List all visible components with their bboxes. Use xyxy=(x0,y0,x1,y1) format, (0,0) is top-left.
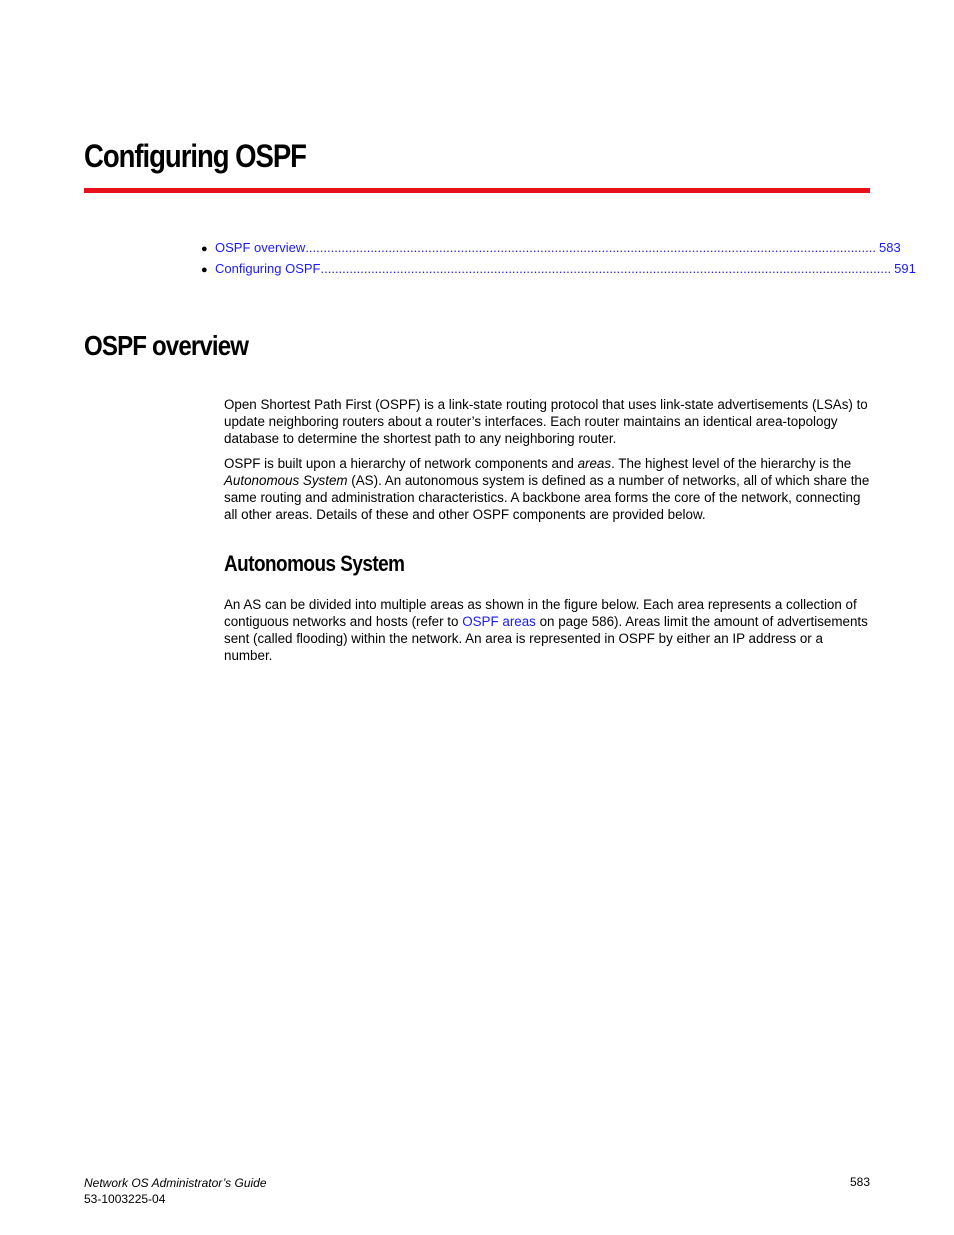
toc-entry-label: OSPF overview xyxy=(215,240,306,255)
emphasis-areas: areas xyxy=(577,456,612,471)
toc-entry-page: 583 xyxy=(878,240,901,255)
paragraph-text: Open Shortest Path First (OSPF) is a link-state routing protocol that uses link-state advertisements (LSAs) to update neighboring routers about a router’s interfaces. Each router maintains an identical area-topology database to determine the shortest path to any neighboring router. xyxy=(224,397,868,446)
toc-entry-label: Configuring OSPF xyxy=(215,261,321,276)
paragraph-hierarchy xyxy=(224,455,870,523)
toc-link-configuring-ospf[interactable] xyxy=(215,261,916,276)
toc-leader-dots: .............................................................................................................................................................. xyxy=(305,240,876,255)
footer-doc-title: Network OS Administrator’s Guide xyxy=(84,1176,267,1190)
text-run: OSPF is built upon a hierarchy of network components and xyxy=(224,456,578,471)
section-title: OSPF overview xyxy=(84,330,249,361)
bullet-icon: ● xyxy=(201,243,208,255)
chapter-toc xyxy=(201,240,916,282)
toc-link-ospf-overview[interactable] xyxy=(215,240,901,255)
link-ospf-areas[interactable]: OSPF areas xyxy=(462,614,536,629)
subsection-title: Autonomous System xyxy=(224,551,405,576)
toc-entry xyxy=(201,240,901,261)
toc-leader-dots: .............................................................................................................................................................. xyxy=(320,261,892,276)
footer-page-number: 583 xyxy=(849,1175,870,1189)
paragraph-text xyxy=(224,596,870,664)
paragraph-text xyxy=(224,455,870,523)
paragraph-autonomous-system xyxy=(224,596,870,664)
footer-doc-number: 53-1003225-04 xyxy=(84,1192,166,1206)
toc-entry xyxy=(201,261,916,282)
paragraph-intro xyxy=(224,396,870,447)
chapter-title: Configuring OSPF xyxy=(84,138,306,174)
emphasis-autonomous-system: Autonomous System xyxy=(224,473,348,488)
text-run: . The highest level of the hierarchy is the xyxy=(611,456,852,471)
bullet-icon: ● xyxy=(201,264,208,276)
text-run: (AS). An autonomous system is defined as a number of networks, all of which share the same routing and administration characteristics. A backbone area forms the core of the network, connecting all other areas. Details of these and other OSPF components are provided below. xyxy=(224,473,870,522)
title-rule xyxy=(84,188,870,193)
toc-entry-page: 591 xyxy=(894,261,916,276)
text-run: An AS can be divided into multiple areas as shown in the figure below. Each area represents a collection of contiguous networks and hosts (refer to xyxy=(224,597,857,629)
footer-doc-info xyxy=(84,1175,267,1207)
text-run: on page 586). Areas limit the amount of advertisements sent (called flooding) within the network. An area is represented in OSPF by either an IP address or a number. xyxy=(224,614,868,663)
